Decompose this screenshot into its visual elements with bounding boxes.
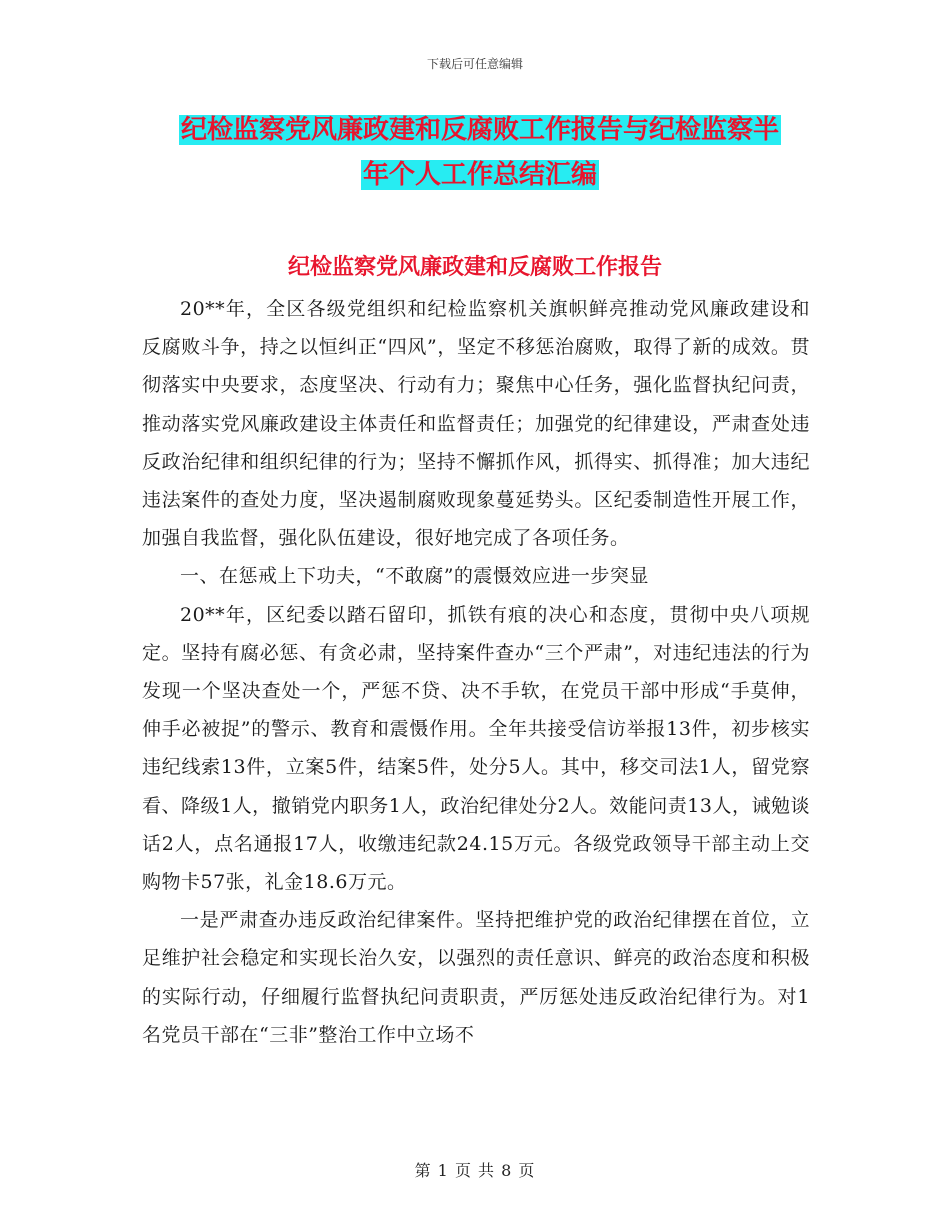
paragraph-heading-1: 一、在惩戒上下功夫，“不敢腐”的震慑效应进一步突显 [180,565,649,588]
paragraph-political-discipline: 一是严肃查办违反政治纪律案件。坚持把维护党的政治纪律摆在首位，立足维护社会稳定和实现长治久安，以强烈的责任意识、鲜亮的政治态度和积极的实际行动，仔细履行监督执纪问责职责，严厉惩处违反政治纪律行为。对1名党员干部在“三非”整治工作中立场不 [142,909,810,1046]
paragraph-intro: 20**年，全区各级党组织和纪检监察机关旗帜鲜亮推动党风廉政建设和反腐败斗争，持之以恒纠正“四风”，坚定不移惩治腐败，取得了新的成效。贯彻落实中央要求，态度坚决、行动有力；聚焦中心任务，强化监督执纪问责，推动落实党风廉政建设主体责任和监督责任；加强党的纪律建设，严肃查处违反政治纪律和组织纪律的行为；坚持不懈抓作风，抓得实、抓得准；加大违纪违法案件的查处力度，坚决遏制腐败现象蔓延势头。区纪委制造性开展工作，加强自我监督，强化队伍建设，很好地完成了各项任务。 [142,298,810,550]
document-body [142,290,810,1054]
document-title-line-1: 纪检监察党风廉政建和反腐败工作报告与纪检监察半 [180,115,779,145]
paragraph-discipline: 20**年，区纪委以踏石留印，抓铁有痕的决心和态度，贯彻中央八项规定。坚持有腐必惩、有贪必肃，坚持案件查办“三个严肃”，对违纪违法的行为发现一个坚决查处一个，严惩不贷、决不手软，在党员干部中形成“手莫伸，伸手必被捉”的警示、教育和震慑作用。全年共接受信访举报13件，初步核实违纪线索13件，立案5件，结案5件，处分5人。其中，移交司法1人，留党察看、降级1人，撤销党内职务1人，政治纪律处分2人。效能问责13人，诫勉谈话2人，点名通报17人，收缴违纪款24.15万元。各级党政领导干部主动上交购物卡57张，礼金18.6万元。 [142,603,810,894]
document-title [140,108,820,198]
page-header-note: 下载后可任意编辑 [426,57,523,71]
page-number-footer: 第 1 页 共 8 页 [414,1161,536,1180]
document-title-line-2: 年个人工作总结汇编 [362,160,597,190]
section-title: 纪检监察党风廉政建和反腐败工作报告 [287,255,662,280]
